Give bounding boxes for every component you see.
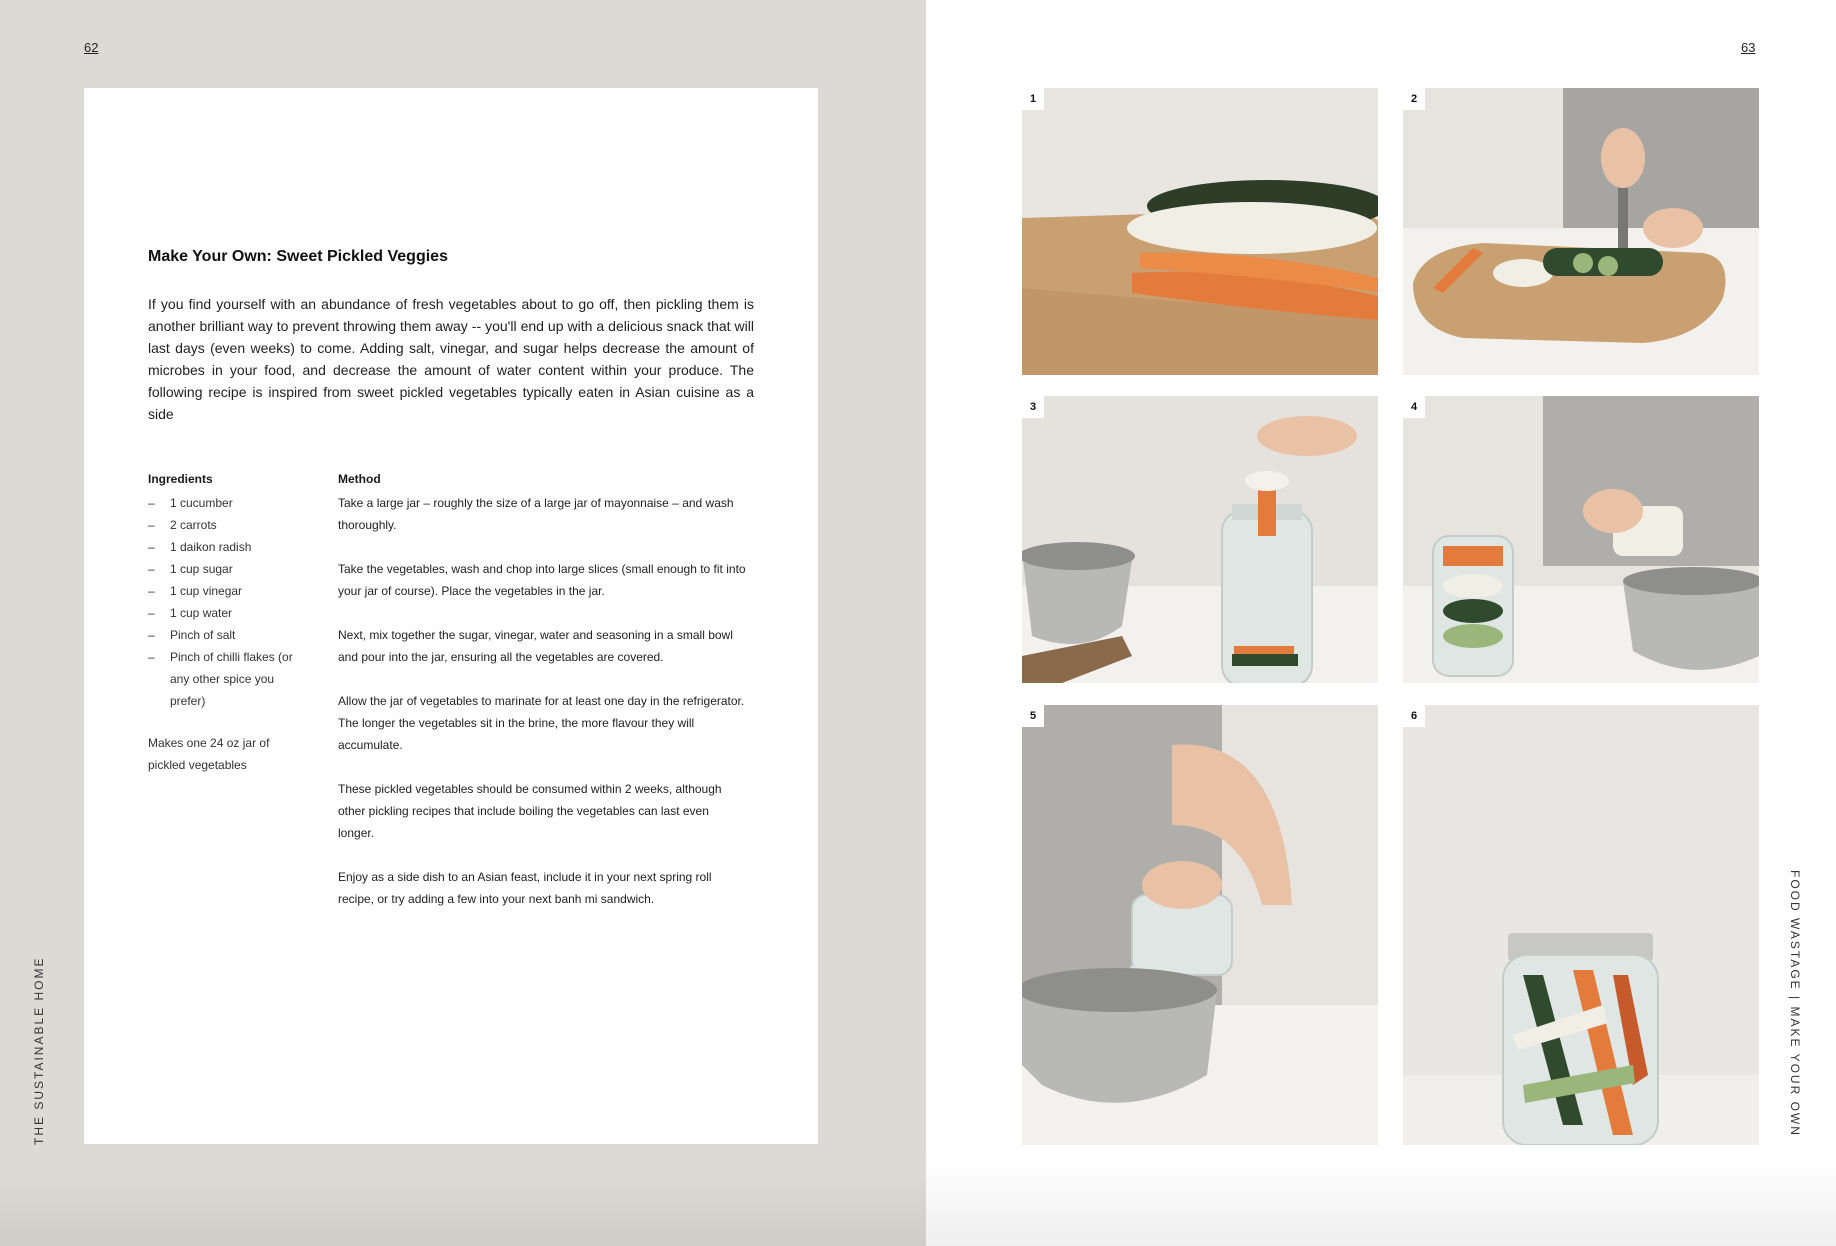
page-shadow <box>926 1156 1836 1246</box>
ingredient-item: – 1 cucumber <box>148 492 308 514</box>
step-photo-1 <box>1022 88 1378 375</box>
photo-packed-jar-and-bowl <box>1403 396 1759 683</box>
page-number-right: 63 <box>1741 40 1756 55</box>
step-number: 4 <box>1403 396 1425 418</box>
photo-chopping-vegetables <box>1403 88 1759 375</box>
ingredients-heading: Ingredients <box>148 472 213 486</box>
method-step: These pickled vegetables should be consumed within 2 weeks, although other pickling recipes that include boiling the vegetables can last even longer. <box>338 782 722 840</box>
ingredient-item: – 1 cup water <box>148 602 308 624</box>
method-step: Take the vegetables, wash and chop into large slices (small enough to fit into your jar of course). Place the vegetables in the jar. <box>338 562 746 598</box>
step-number: 6 <box>1403 705 1425 727</box>
recipe-intro: If you find yourself with an abundance of fresh vegetables about to go off, then pickling them is another brilliant way to prevent throwing them away -- you'll end up with a delicious snack that will last days (even weeks) to come. Adding salt, vinegar, and sugar helps decrease the amount of microbes in your food, and decrease the amount of water content within your produce. The following recipe is inspired from sweet pickled vegetables typically eaten in Asian cuisine as a side <box>148 296 754 422</box>
recipe-yield: Makes one 24 oz jar of pickled vegetables <box>148 736 270 772</box>
recipe-title: Make Your Own: Sweet Pickled Veggies <box>148 248 448 265</box>
method-step: Next, mix together the sugar, vinegar, water and seasoning in a small bowl and pour into the jar, ensuring all the vegetables are covered. <box>338 628 733 664</box>
book-title-label: THE SUSTAINABLE HOME <box>32 956 46 1145</box>
step-photo-4 <box>1403 396 1759 683</box>
ingredients-list <box>148 492 308 712</box>
step-photo-6 <box>1403 705 1759 1145</box>
page-number-left: 62 <box>84 40 99 55</box>
step-number: 1 <box>1022 88 1044 110</box>
ingredient-item: – Pinch of chilli flakes (or any other spice you prefer) <box>148 646 308 712</box>
step-photo-3 <box>1022 396 1378 683</box>
ingredient-item: – 1 daikon radish <box>148 536 308 558</box>
photo-filling-jar <box>1022 396 1378 683</box>
method-step: Take a large jar – roughly the size of a large jar of mayonnaise – and wash thoroughly. <box>338 496 734 532</box>
step-number: 2 <box>1403 88 1425 110</box>
recipe-card <box>84 88 818 1144</box>
ingredient-item: – 1 cup vinegar <box>148 580 308 602</box>
photo-pouring-into-bowl <box>1022 705 1378 1145</box>
step-photo-5 <box>1022 705 1378 1145</box>
method-step: Allow the jar of vegetables to marinate for at least one day in the refrigerator. The longer the vegetables sit in the brine, the more flavour they will accumulate. <box>338 694 745 752</box>
method-step: Enjoy as a side dish to an Asian feast, include it in your next spring roll recipe, or try adding a few into your next banh mi sandwich. <box>338 870 712 906</box>
ingredient-item: – 1 cup sugar <box>148 558 308 580</box>
section-label: FOOD WASTAGE | MAKE YOUR OWN <box>1788 870 1802 1137</box>
step-number: 3 <box>1022 396 1044 418</box>
ingredient-item: – 2 carrots <box>148 514 308 536</box>
step-photo-2 <box>1403 88 1759 375</box>
photo-vegetables-on-board <box>1022 88 1378 375</box>
ingredient-item: – Pinch of salt <box>148 624 308 646</box>
method-steps <box>338 492 748 932</box>
method-heading: Method <box>338 472 381 486</box>
page-shadow <box>0 1176 926 1246</box>
photo-finished-pickle-jar <box>1403 705 1759 1145</box>
step-number: 5 <box>1022 705 1044 727</box>
